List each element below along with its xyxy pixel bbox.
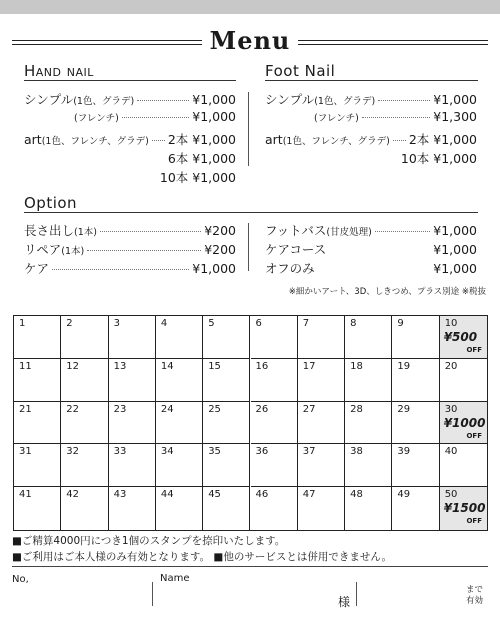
stamp-cell-20 <box>440 359 487 402</box>
option-row-offonly: オフのみ ¥1,000 <box>265 261 477 276</box>
stamp-cell-48 <box>345 487 392 530</box>
option-row-repair: リペア(1本) ¥200 <box>24 242 236 257</box>
stamp-number: 19 <box>397 360 411 372</box>
footer-divider-1 <box>152 582 153 606</box>
stamp-number: 12 <box>66 360 80 372</box>
stamp-number: 14 <box>160 360 174 372</box>
title-rule-right <box>298 40 488 41</box>
reward-off-label: OFF <box>466 517 482 526</box>
footer-note-2: ■ご利用はご本人様のみ有効となります。 ■他のサービスとは併用できません。 <box>12 551 392 563</box>
stamp-cell-50 <box>440 487 487 530</box>
option-divider <box>248 223 249 271</box>
stamp-number: 40 <box>444 446 458 458</box>
stamp-number: 30 <box>444 403 458 415</box>
stamp-number: 16 <box>255 360 269 372</box>
title-rule-left-2 <box>12 44 202 45</box>
stamp-cell-26 <box>251 402 298 445</box>
stamp-cell-6 <box>251 316 298 359</box>
sama-label: 様 <box>338 595 351 609</box>
option-heading: Option <box>24 194 78 212</box>
stamp-cell-39 <box>392 444 439 487</box>
stamp-number: 47 <box>302 489 316 501</box>
yuko-label: 有効 <box>466 596 484 606</box>
title-rule-left <box>12 40 202 41</box>
stamp-number: 37 <box>302 446 316 458</box>
foot-nail-heading: Foot Nail <box>265 62 336 80</box>
hand-art-10: 10本 ¥1,000 <box>159 170 236 185</box>
stamp-cell-35 <box>203 444 250 487</box>
stamp-cell-5 <box>203 316 250 359</box>
stamp-number: 11 <box>19 360 32 372</box>
reward-amount: ¥500 <box>443 330 478 344</box>
option-note: ※細かいアート、3D、しきつめ、プラス別途 ※税抜 <box>288 287 486 297</box>
stamp-number: 5 <box>208 318 215 329</box>
stamp-number: 49 <box>397 489 411 501</box>
stamp-cell-22 <box>61 402 108 445</box>
made-label: まで <box>466 585 484 595</box>
option-row-footbath: フットバス(甘皮処理) ¥1,000 <box>265 223 477 238</box>
stamp-cell-37 <box>298 444 345 487</box>
foot-nail-rule <box>265 80 478 81</box>
stamp-number: 15 <box>208 360 221 372</box>
stamp-number: 29 <box>397 403 411 415</box>
stamp-number: 6 <box>255 318 262 329</box>
option-row-care: ケア ¥1,000 <box>24 261 236 276</box>
stamp-number: 27 <box>302 403 316 415</box>
stamp-number: 33 <box>113 446 127 458</box>
option-row-nagasa: 長さ出し(1本) ¥200 <box>24 223 236 238</box>
stamp-number: 17 <box>302 360 316 372</box>
stamp-cell-42 <box>61 487 108 530</box>
stamp-cell-17 <box>298 359 345 402</box>
stamp-cell-31 <box>14 444 61 487</box>
stamp-cell-23 <box>109 402 156 445</box>
stamp-number: 13 <box>113 360 127 372</box>
stamp-cell-32 <box>61 444 108 487</box>
stamp-number: 25 <box>208 403 221 415</box>
stamp-number: 24 <box>160 403 174 415</box>
stamp-cell-43 <box>109 487 156 530</box>
hand-row-french: (フレンチ) ¥1,000 <box>74 109 236 124</box>
stamp-cell-2 <box>61 316 108 359</box>
stamp-cell-21 <box>14 402 61 445</box>
stamp-number: 36 <box>255 446 269 458</box>
page-title: Menu <box>209 26 291 55</box>
stamp-number: 44 <box>160 489 174 501</box>
stamp-number: 20 <box>444 360 458 372</box>
stamp-cell-41 <box>14 487 61 530</box>
stamp-number: 28 <box>350 403 363 415</box>
stamp-cell-24 <box>156 402 203 445</box>
stamp-cell-10 <box>440 316 487 359</box>
stamp-cell-3 <box>109 316 156 359</box>
foot-row-simple: シンプル(1色、グラデ) ¥1,000 <box>265 92 477 107</box>
footer-divider-2 <box>356 582 357 606</box>
stamp-number: 41 <box>19 489 32 501</box>
stamp-cell-14 <box>156 359 203 402</box>
menu-title-block <box>0 26 500 56</box>
stamp-cell-28 <box>345 402 392 445</box>
stamp-cell-1 <box>14 316 61 359</box>
foot-row-french: (フレンチ) ¥1,300 <box>314 109 477 124</box>
stamp-number: 32 <box>66 446 80 458</box>
stamp-cell-44 <box>156 487 203 530</box>
stamp-number: 9 <box>397 318 404 329</box>
stamp-cell-15 <box>203 359 250 402</box>
reward-off-label: OFF <box>466 346 482 354</box>
stamp-cell-40 <box>440 444 487 487</box>
stamp-cell-47 <box>298 487 345 530</box>
stamp-number: 39 <box>397 446 411 458</box>
stamp-cell-49 <box>392 487 439 530</box>
stamp-cell-38 <box>345 444 392 487</box>
stamp-number: 48 <box>350 489 363 501</box>
stamp-number: 42 <box>66 489 80 501</box>
stamp-number: 45 <box>208 489 221 501</box>
stamp-number: 46 <box>255 489 269 501</box>
stamp-number: 22 <box>66 403 80 415</box>
stamp-number: 34 <box>160 446 174 458</box>
stamp-number: 21 <box>19 403 32 415</box>
stamp-number: 10 <box>444 318 458 329</box>
stamp-number: 4 <box>160 318 168 329</box>
stamp-number: 35 <box>208 446 221 458</box>
reward-amount: ¥1000 <box>443 415 486 430</box>
hand-art-6: 6本 ¥1,000 <box>167 151 236 166</box>
stamp-number: 7 <box>302 318 310 329</box>
stamp-number: 2 <box>66 318 73 329</box>
stamp-cell-25 <box>203 402 250 445</box>
option-rule <box>24 212 478 213</box>
stamp-number: 50 <box>444 489 458 501</box>
stamp-cell-30 <box>440 402 487 445</box>
foot-art-10: 10本 ¥1,000 <box>400 151 477 166</box>
stamp-number: 8 <box>350 318 357 329</box>
stamp-cell-33 <box>109 444 156 487</box>
reward-off-label: OFF <box>466 431 482 440</box>
stamp-cell-9 <box>392 316 439 359</box>
stamp-number: 31 <box>19 446 32 458</box>
reward-amount: ¥1500 <box>443 501 486 516</box>
stamp-cell-13 <box>109 359 156 402</box>
stamp-cell-18 <box>345 359 392 402</box>
name-label: Name <box>160 573 190 584</box>
stamp-cell-46 <box>251 487 298 530</box>
stamp-cell-29 <box>392 402 439 445</box>
stamp-number: 38 <box>350 446 363 458</box>
menu-divider <box>248 92 249 166</box>
stamp-number: 43 <box>113 489 127 501</box>
stamp-number: 18 <box>350 360 363 372</box>
stamp-cell-16 <box>251 359 298 402</box>
hand-nail-heading: Hand nail <box>24 62 94 80</box>
footer-rule <box>12 566 488 567</box>
stamp-number: 26 <box>255 403 269 415</box>
stamp-cell-34 <box>156 444 203 487</box>
stamp-cell-7 <box>298 316 345 359</box>
stamp-cell-27 <box>298 402 345 445</box>
stamp-cell-45 <box>203 487 250 530</box>
stamp-cell-12 <box>61 359 108 402</box>
stamp-cell-8 <box>345 316 392 359</box>
stamp-number: 1 <box>19 318 26 329</box>
top-bar <box>0 0 500 14</box>
stamp-cell-19 <box>392 359 439 402</box>
title-rule-right-2 <box>298 44 488 45</box>
number-label: No, <box>12 574 29 585</box>
hand-nail-rule <box>24 80 236 81</box>
stamp-card-grid <box>13 315 488 531</box>
stamp-cell-11 <box>14 359 61 402</box>
stamp-cell-4 <box>156 316 203 359</box>
foot-row-art: art(1色、フレンチ、グラデ) 2本 ¥1,000 <box>265 132 477 147</box>
stamp-cell-36 <box>251 444 298 487</box>
stamp-number: 3 <box>113 318 120 329</box>
hand-row-art: art(1色、フレンチ、グラデ) 2本 ¥1,000 <box>24 132 236 147</box>
option-row-carecourse: ケアコース ¥1,000 <box>265 242 477 257</box>
hand-row-simple: シンプル(1色、グラデ) ¥1,000 <box>24 92 236 107</box>
footer-note-1: ■ご精算4000円につき1個のスタンプを捺印いたします。 <box>12 535 286 547</box>
stamp-number: 23 <box>113 403 127 415</box>
